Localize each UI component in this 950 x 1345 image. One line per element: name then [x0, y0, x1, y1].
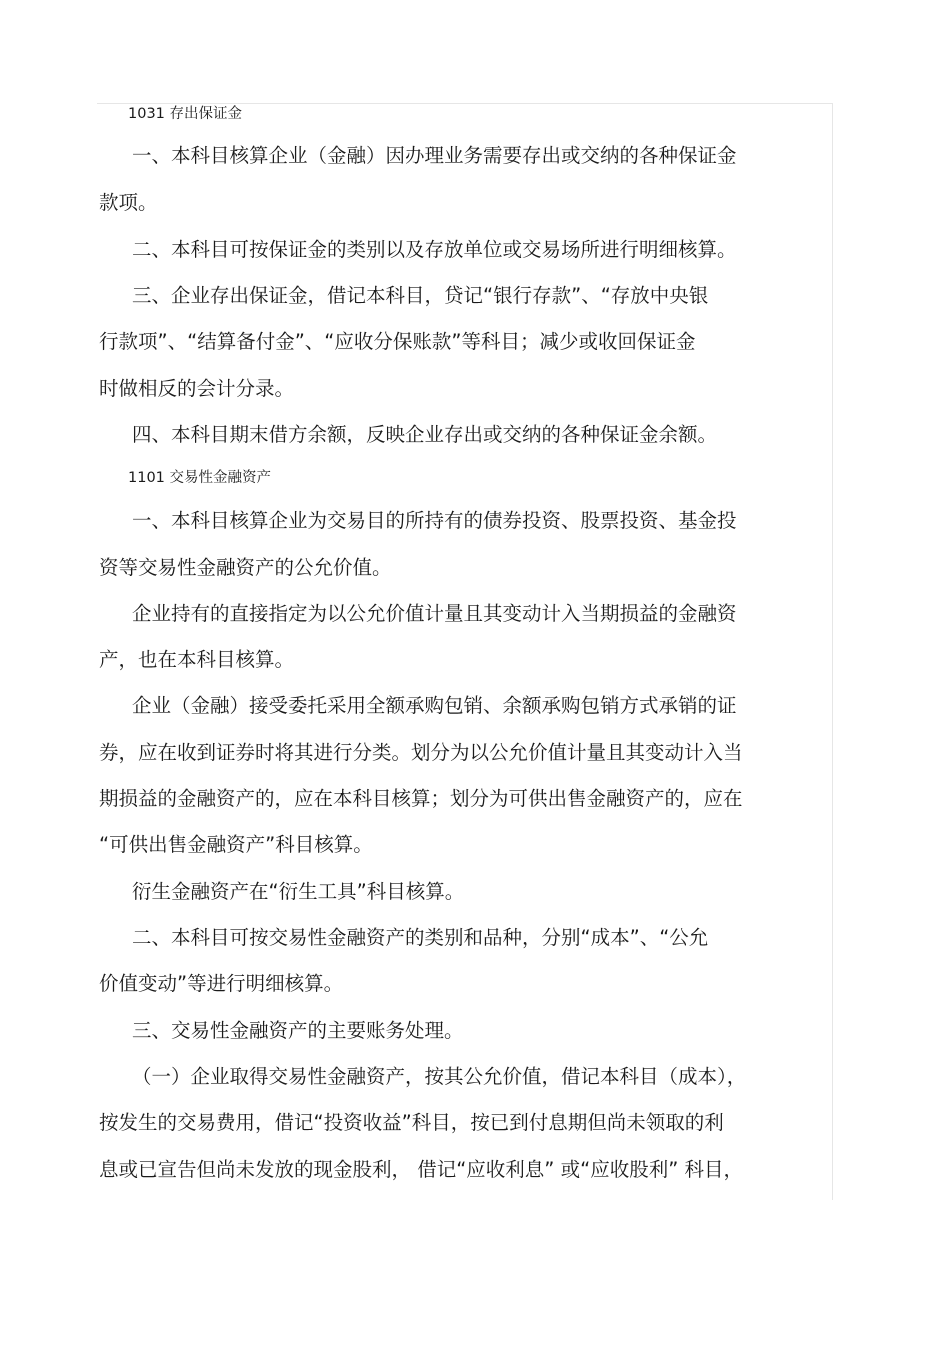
paragraph-line: 行款项”、“结算备付金”、“应收分保账款”等科目；减少或收回保证金	[99, 330, 696, 353]
section-heading-1031: 1031 存出保证金	[128, 106, 243, 122]
paragraph-line: 三、交易性金融资产的主要账务处理。	[132, 1019, 464, 1042]
paragraph-line: 券，应在收到证券时将其进行分类。划分为以公允价值计量且其变动计入当	[99, 741, 743, 764]
page-frame-right-border	[832, 103, 833, 1200]
paragraph-line: 价值变动”等进行明细核算。	[99, 972, 344, 995]
paragraph-line: 二、本科目可按交易性金融资产的类别和品种，分别“成本”、“公允	[132, 926, 709, 949]
paragraph-line: 息或已宣告但尚未发放的现金股利， 借记“应收利息” 或“应收股利” 科目，	[99, 1158, 744, 1181]
section-heading-1101: 1101 交易性金融资产	[128, 470, 272, 486]
paragraph-line: 四、本科目期末借方余额，反映企业存出或交纳的各种保证金余额。	[132, 423, 718, 446]
paragraph-line: 时做相反的会计分录。	[99, 377, 295, 400]
paragraph-line: 三、企业存出保证金，借记本科目，贷记“银行存款”、“存放中央银	[132, 284, 709, 307]
paragraph-line: （一）企业取得交易性金融资产，按其公允价值，借记本科目（成本），	[132, 1065, 747, 1088]
paragraph-line: 二、本科目可按保证金的类别以及存放单位或交易场所进行明细核算。	[132, 238, 737, 261]
paragraph-line: 一、本科目核算企业为交易目的所持有的债券投资、股票投资、基金投	[132, 509, 737, 532]
paragraph-line: 产，也在本科目核算。	[99, 648, 295, 671]
paragraph-line: 资等交易性金融资产的公允价值。	[99, 556, 392, 579]
paragraph-line: 一、本科目核算企业（金融）因办理业务需要存出或交纳的各种保证金	[132, 144, 737, 167]
paragraph-line: 按发生的交易费用，借记“投资收益”科目，按已到付息期但尚未领取的利	[99, 1111, 724, 1134]
paragraph-line: 企业持有的直接指定为以公允价值计量且其变动计入当期损益的金融资	[132, 602, 737, 625]
paragraph-line: 企业（金融）接受委托采用全额承购包销、余额承购包销方式承销的证	[132, 694, 737, 717]
paragraph-line: 期损益的金融资产的，应在本科目核算；划分为可供出售金融资产的，应在	[99, 787, 743, 810]
paragraph-line: 款项。	[99, 191, 158, 214]
paragraph-line: 衍生金融资产在“衍生工具”科目核算。	[132, 880, 465, 903]
paragraph-line: “可供出售金融资产”科目核算。	[99, 833, 373, 856]
